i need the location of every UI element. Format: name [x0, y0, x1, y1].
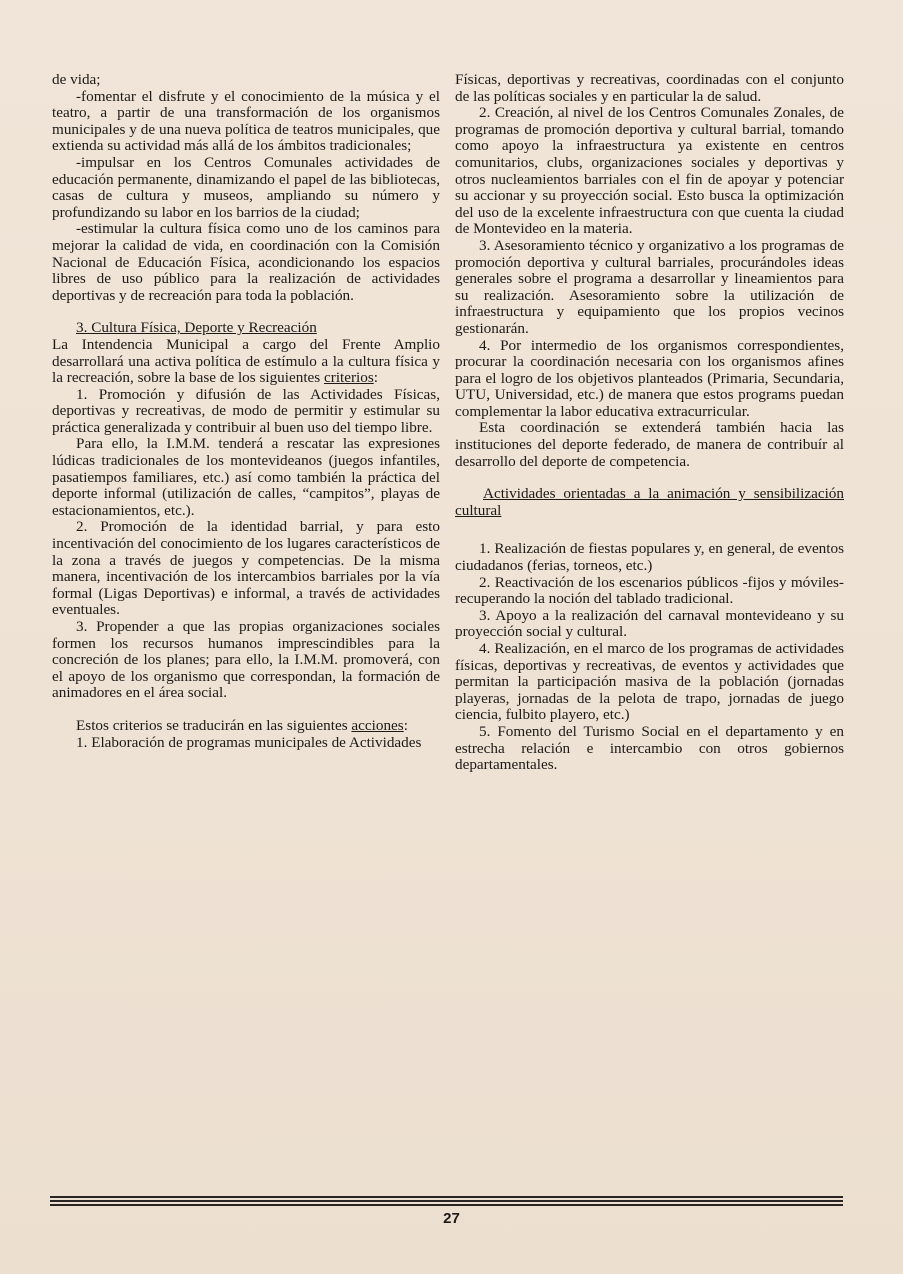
section-heading: [455, 486, 844, 519]
paragraph-text: :: [373, 369, 379, 387]
criterios-underlined: criterios: [324, 369, 374, 387]
paragraph: 2. Promoción de la identidad barrial, y para esto incentivación del conocimiento de los lugares característicos de la zona a través de juegos y competencias. De la misma manera, incentivación de los intercambios barriales por la vía formal (Ligas Deportivas) e informal, a través de actividades eventuales.: [52, 518, 440, 619]
footer-rule-line: [50, 1200, 843, 1202]
paragraph: 2. Reactivación de los escenarios públicos -fijos y móviles- recuperando la noción del tablado tradicional.: [455, 573, 844, 608]
acciones-underlined: acciones: [351, 716, 404, 734]
right-column: [455, 72, 844, 774]
section-heading-text: Actividades orientadas a la animación y sensibilización cultural: [455, 485, 844, 519]
footer-rule-line: [50, 1196, 843, 1198]
paragraph: 3. Asesoramiento técnico y organizativo a los programas de promoción deportiva y cultural barriales, procurándoles ideas generales sobre el programa a desarrollar y lineamientos para su realización. Asesoramiento sobre la utilización de infraestructura y equipamiento que los propios vecinos gestionarán.: [455, 236, 844, 337]
footer-rule-line: [50, 1204, 843, 1206]
paragraph: -impulsar en los Centros Comunales actividades de educación permanente, dinamizando el papel de las bibliotecas, casas de cultura y museos, ampliando su número y profundizando su labor en los barrios de la ciudad;: [52, 153, 440, 221]
paragraph: 3. Propender a que las propias organizaciones sociales formen los recursos humanos imprescindibles para la concreción de los planes; para ello, la I.M.M. promoverá, con el apoyo de los organismo que correspondan, la formación de animadores en el área social.: [52, 618, 440, 702]
paragraph: de vida;: [52, 71, 101, 88]
paragraph-text: :: [403, 716, 408, 734]
paragraph: 4. Por intermedio de los organismos correspondientes, procurar la coordinación necesaria con los organismos afines para el logro de los objetivos planteados (Primaria, Secundaria, UTU, Universidad, etc.) de manera que estos programs puedan complementar la labor educativa extracurricular.: [455, 336, 844, 420]
paragraph: 5. Fomento del Turismo Social en el departamento y en estrecha relación e intercambio con otros gobiernos departamentales.: [455, 722, 844, 774]
paragraph-text: Estos criterios se traducirán en las siguientes: [76, 716, 352, 734]
page-number: 27: [443, 1210, 460, 1227]
paragraph: 3. Apoyo a la realización del carnaval montevideano y su proyección social y cultural.: [455, 606, 844, 641]
section-heading: [52, 320, 440, 337]
paragraph: [52, 337, 440, 387]
paragraph: Para ello, la I.M.M. tenderá a rescatar las expresiones lúdicas tradicionales de los montevideanos (juegos infantiles, pasatiempos familiares, etc.) así como también la práctica del deporte informal (utilización de calles, “campitos”, playas de estacionamientos, etc.).: [52, 435, 440, 519]
paragraph: 1. Promoción y difusión de las Actividades Físicas, deportivas y recreativas, de modo de permitir y estimular su práctica generalizada y contribuir al buen uso del tiempo libre.: [52, 385, 440, 436]
paragraph: -estimular la cultura física como uno de los caminos para mejorar la calidad de vida, en coordinación con la Comisión Nacional de Educación Física, acondicionando los espacios libres de uso público para la realización de actividades deportivas y de recreación para toda la población.: [52, 220, 440, 304]
paragraph: Esta coordinación se extenderá también hacia las instituciones del deporte federado, de manera de contribuír al desarrollo del deporte de competencia.: [455, 419, 844, 470]
paragraph: 2. Creación, al nivel de los Centros Comunales Zonales, de programas de promoción deportiva y cultural barrial, tomando como apoyo la infraestructura ya existente en centros comunitarios, clubs, organizaciones sociales y deportivas y otros nucleamientos barriales con el fin de apoyar y potenciar su accionar y su proyección social. Esto busca la optimización del uso de la excelente infraestructura con que cuenta la ciudad de Montevideo en la materia.: [455, 104, 844, 238]
paragraph: 4. Realización, en el marco de los programas de actividades físicas, deportivas y recreativas, de eventos y actividades que permitan la participación masiva de la población (jornadas playeras, jornadas de la pelota de trapo, jornadas de juego ciencia, fulbito playero, etc.): [455, 640, 844, 724]
left-column: [52, 72, 440, 751]
paragraph: [52, 718, 440, 735]
footer-rule: [50, 1196, 843, 1208]
paragraph: -fomentar el disfrute y el conocimiento de la música y el teatro, a partir de una transformación de los organismos municipales y de una nueva política de teatros municipales, que extienda su actividad más allá de los ámbitos tradicionales;: [52, 87, 440, 155]
paragraph: Físicas, deportivas y recreativas, coordinadas con el conjunto de las políticas sociales y en particular la de salud.: [455, 71, 844, 105]
paragraph: 1. Realización de fiestas populares y, en general, de eventos ciudadanos (ferias, torneos, etc.): [455, 540, 844, 575]
paragraph-text: La Intendencia Municipal a cargo del Frente Amplio desarrollará una activa política de estímulo a la cultura física y la recreación, sobre la base de los siguientes: [52, 335, 440, 387]
section-heading-text: 3. Cultura Física, Deporte y Recreación: [76, 319, 317, 337]
paragraph: 1. Elaboración de programas municipales de Actividades: [76, 733, 422, 751]
